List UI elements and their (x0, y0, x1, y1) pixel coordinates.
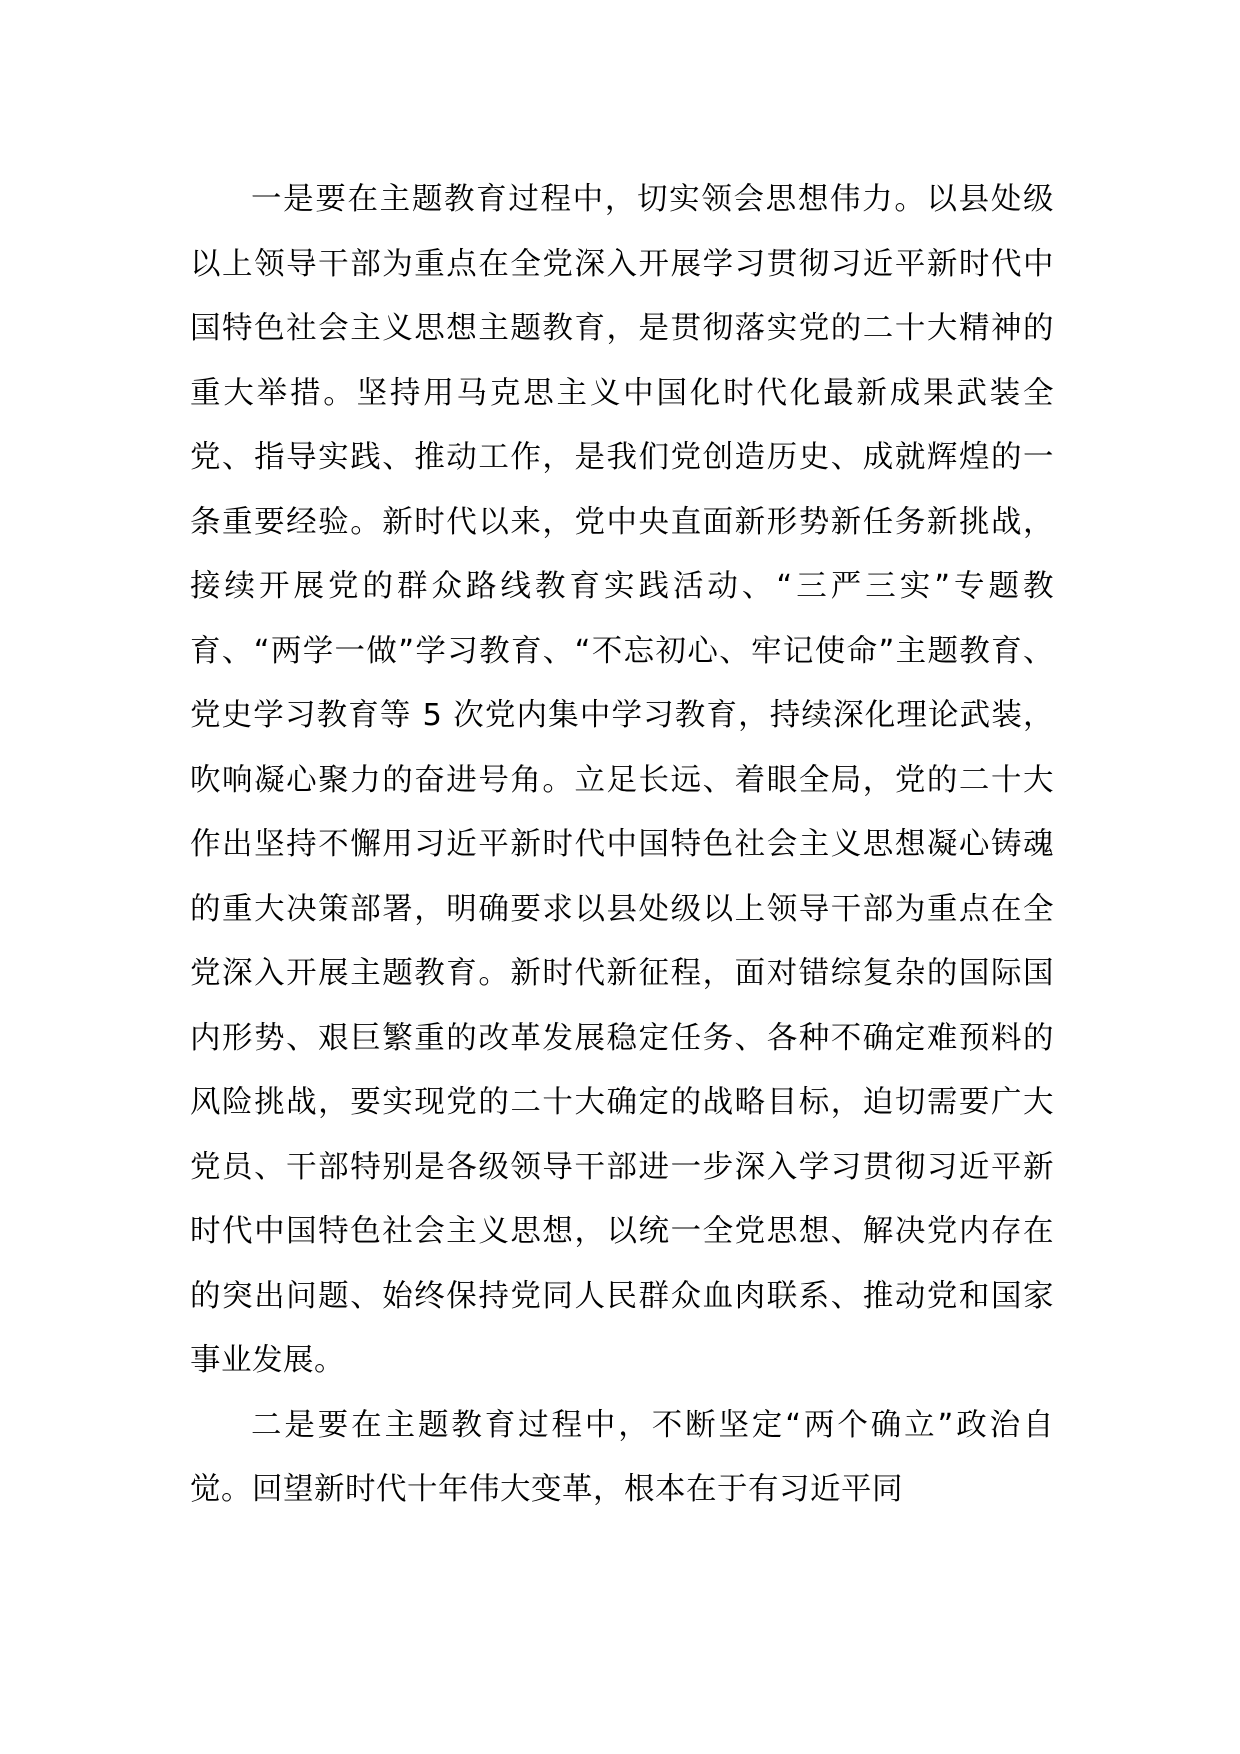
paragraph-1: 一是要在主题教育过程中，切实领会思想伟力。以县处级以上领导干部为重点在全党深入开展学习贯彻习近平新时代中国特色社会主义思想主题教育，是贯彻落实党的二十大精神的重大举措。坚持用马克思主义中国化时代化最新成果武装全党、指导实践、推动工作，是我们党创造历史、成就辉煌的一条重要经验。新时代以来，党中央直面新形势新任务新挑战，接续开展党的群众路线教育实践活动、“三严三实”专题教育、“两学一做”学习教育、“不忘初心、牢记使命”主题教育、党史学习教育等 5 次党内集中学习教育，持续深化理论武装，吹响凝心聚力的奋进号角。立足长远、着眼全局，党的二十大作出坚持不懈用习近平新时代中国特色社会主义思想凝心铸魂的重大决策部署，明确要求以县处级以上领导干部为重点在全党深入开展主题教育。新时代新征程，面对错综复杂的国际国内形势、艰巨繁重的改革发展稳定任务、各种不确定难预料的风险挑战，要实现党的二十大确定的战略目标，迫切需要广大党员、干部特别是各级领导干部进一步深入学习贯彻习近平新时代中国特色社会主义思想，以统一全党思想、解决党内存在的突出问题、始终保持党同人民群众血肉联系、推动党和国家事业发展。 (190, 182, 1054, 1378)
paragraph-2: 二是要在主题教育过程中，不断坚定“两个确立”政治自觉。回望新时代十年伟大变革，根本在于有习近平同 (190, 1407, 1054, 1507)
document-body (190, 168, 1054, 1523)
